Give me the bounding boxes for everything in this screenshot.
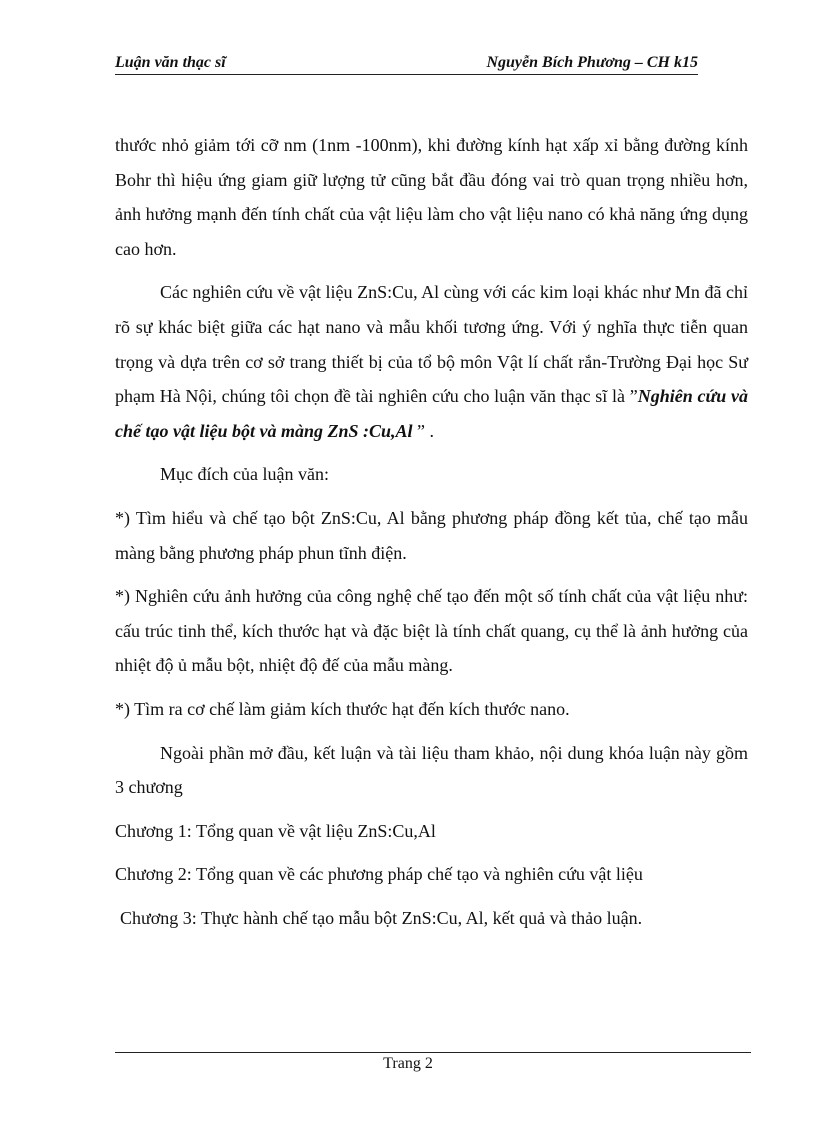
header-thesis-label: Luận văn thạc sĩ [115, 54, 226, 71]
paragraph-research-context [115, 275, 748, 448]
header-author: Nguyễn Bích Phương – CH k15 [486, 54, 698, 71]
footer-divider [115, 1052, 751, 1053]
page-number: Trang 2 [383, 1055, 433, 1072]
chapter-1: Chương 1: Tổng quan về vật liệu ZnS:Cu,Al [115, 820, 436, 841]
chapter-3: Chương 3: Thực hành chế tạo mẫu bột ZnS:Cu, Al, kết quả và thảo luận. [120, 907, 643, 928]
page-header [115, 52, 698, 75]
chapter-2: Chương 2: Tổng quan về các phương pháp chế tạo và nghiên cứu vật liệu [115, 864, 643, 885]
purpose-item-2: *) Nghiên cứu ảnh hưởng của công nghệ chế tạo đến một số tính chất của vật liệu như: cấu trúc tinh thể, kích thước hạt và đặc biệt là tính chất quang, cụ thể là ảnh hưởng của nhiệt độ ủ mẫu bột, nhiệt độ đế của mẫu màng. [115, 586, 748, 676]
paragraph-structure: Ngoài phần mở đầu, kết luận và tài liệu tham khảo, nội dung khóa luận này gồm 3 chương [115, 742, 748, 798]
purpose-item-1: *) Tìm hiểu và chế tạo bột ZnS:Cu, Al bằng phương pháp đồng kết tủa, chế tạo mẫu màng bằng phương pháp phun tĩnh điện. [115, 507, 748, 563]
thesis-title-close: ” . [412, 420, 435, 441]
purpose-item-3: *) Tìm ra cơ chế làm giảm kích thước hạt đến kích thước nano. [115, 698, 570, 719]
page-body [115, 128, 748, 935]
thesis-title: Nghiên cứu và chế tạo vật liệu bột và màng ZnS :Cu,Al [115, 386, 748, 441]
paragraph-purpose-heading: Mục đích của luận văn: [160, 464, 329, 485]
paragraph-research-text: Các nghiên cứu về vật liệu ZnS:Cu, Al cùng với các kim loại khác như Mn đã chỉ rõ sự khác biệt giữa các hạt nano và mẫu khối tương ứng. Với ý nghĩa thực tiễn quan trọng và dựa trên cơ sở trang thiết bị của tổ bộ môn Vật lí chất rắn-Trường Đại học Sư phạm Hà Nội, chúng tôi chọn đề tài nghiên cứu cho luận văn thạc sĩ là ” [115, 282, 748, 407]
paragraph-intro-continued: thước nhỏ giảm tới cỡ nm (1nm -100nm), khi đường kính hạt xấp xỉ bằng đường kính Bohr thì hiệu ứng giam giữ lượng tử cũng bắt đầu đóng vai trò quan trọng nhiều hơn, ảnh hưởng mạnh đến tính chất của vật liệu làm cho vật liệu nano có khả năng ứng dụng cao hơn. [115, 135, 748, 259]
